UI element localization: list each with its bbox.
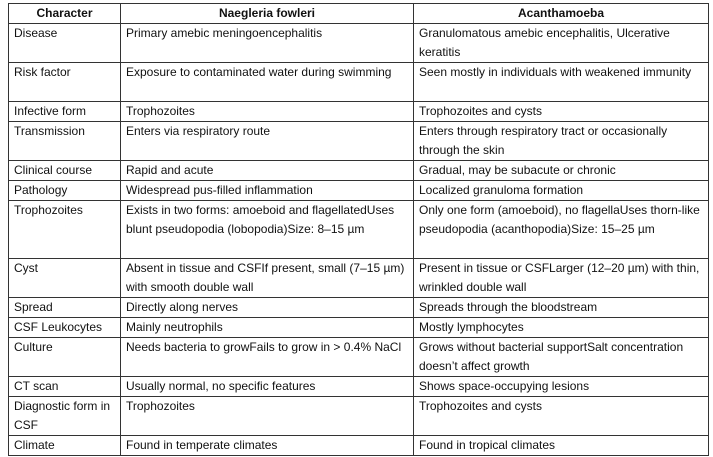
cell-acanthamoeba: Trophozoites and cysts: [414, 102, 709, 122]
cell-character: CT scan: [9, 377, 121, 397]
cell-character: Disease: [9, 24, 121, 63]
cell-character: Culture: [9, 338, 121, 377]
header-acanthamoeba: Acanthamoeba: [414, 4, 709, 24]
comparison-table: [8, 3, 709, 456]
table-row: [9, 318, 709, 338]
cell-naegleria: Directly along nerves: [121, 298, 414, 318]
cell-acanthamoeba: Seen mostly in individuals with weakened immunity: [414, 63, 709, 102]
table-row: [9, 436, 709, 456]
cell-acanthamoeba: Gradual, may be subacute or chronic: [414, 161, 709, 181]
table-row: [9, 397, 709, 436]
table-row: [9, 298, 709, 318]
cell-character: Transmission: [9, 122, 121, 161]
cell-acanthamoeba: Shows space-occupying lesions: [414, 377, 709, 397]
table-row: [9, 338, 709, 377]
cell-acanthamoeba: Trophozoites and cysts: [414, 397, 709, 436]
cell-naegleria: Exists in two forms: amoeboid and flagellatedUses blunt pseudopodia (lobopodia)Size: 8–15 µm: [121, 201, 414, 259]
cell-naegleria: Enters via respiratory route: [121, 122, 414, 161]
table-row: [9, 259, 709, 298]
header-row: [9, 4, 709, 24]
table-row: [9, 24, 709, 63]
cell-acanthamoeba: Granulomatous amebic encephalitis, Ulcerative keratitis: [414, 24, 709, 63]
cell-naegleria: Trophozoites: [121, 102, 414, 122]
cell-character: CSF Leukocytes: [9, 318, 121, 338]
cell-naegleria: Found in temperate climates: [121, 436, 414, 456]
table-row: [9, 377, 709, 397]
table-row: [9, 201, 709, 259]
cell-acanthamoeba: Only one form (amoeboid), no flagellaUses thorn-like pseudopodia (acanthopodia)Size: 15–25 µm: [414, 201, 709, 259]
cell-acanthamoeba: Present in tissue or CSFLarger (12–20 µm) with thin, wrinkled double wall: [414, 259, 709, 298]
cell-naegleria: Widespread pus-filled inflammation: [121, 181, 414, 201]
cell-naegleria: Usually normal, no specific features: [121, 377, 414, 397]
header-naegleria: Naegleria fowleri: [121, 4, 414, 24]
cell-acanthamoeba: Spreads through the bloodstream: [414, 298, 709, 318]
cell-naegleria: Rapid and acute: [121, 161, 414, 181]
cell-naegleria: Absent in tissue and CSFIf present, small (7–15 µm) with smooth double wall: [121, 259, 414, 298]
cell-acanthamoeba: Mostly lymphocytes: [414, 318, 709, 338]
cell-acanthamoeba: Found in tropical climates: [414, 436, 709, 456]
table-row: [9, 122, 709, 161]
cell-character: Climate: [9, 436, 121, 456]
cell-character: Pathology: [9, 181, 121, 201]
cell-character: Risk factor: [9, 63, 121, 102]
cell-character: Clinical course: [9, 161, 121, 181]
cell-character: Cyst: [9, 259, 121, 298]
cell-character: Diagnostic form in CSF: [9, 397, 121, 436]
cell-acanthamoeba: Localized granuloma formation: [414, 181, 709, 201]
table-row: [9, 63, 709, 102]
header-character: Character: [9, 4, 121, 24]
table-row: [9, 102, 709, 122]
cell-acanthamoeba: Enters through respiratory tract or occasionally through the skin: [414, 122, 709, 161]
table-row: [9, 161, 709, 181]
cell-naegleria: Needs bacteria to growFails to grow in > 0.4% NaCl: [121, 338, 414, 377]
cell-character: Spread: [9, 298, 121, 318]
cell-naegleria: Primary amebic meningoencephalitis: [121, 24, 414, 63]
cell-character: Trophozoites: [9, 201, 121, 259]
cell-character: Infective form: [9, 102, 121, 122]
cell-acanthamoeba: Grows without bacterial supportSalt concentration doesn’t affect growth: [414, 338, 709, 377]
cell-naegleria: Exposure to contaminated water during swimming: [121, 63, 414, 102]
cell-naegleria: Trophozoites: [121, 397, 414, 436]
cell-naegleria: Mainly neutrophils: [121, 318, 414, 338]
table-row: [9, 181, 709, 201]
